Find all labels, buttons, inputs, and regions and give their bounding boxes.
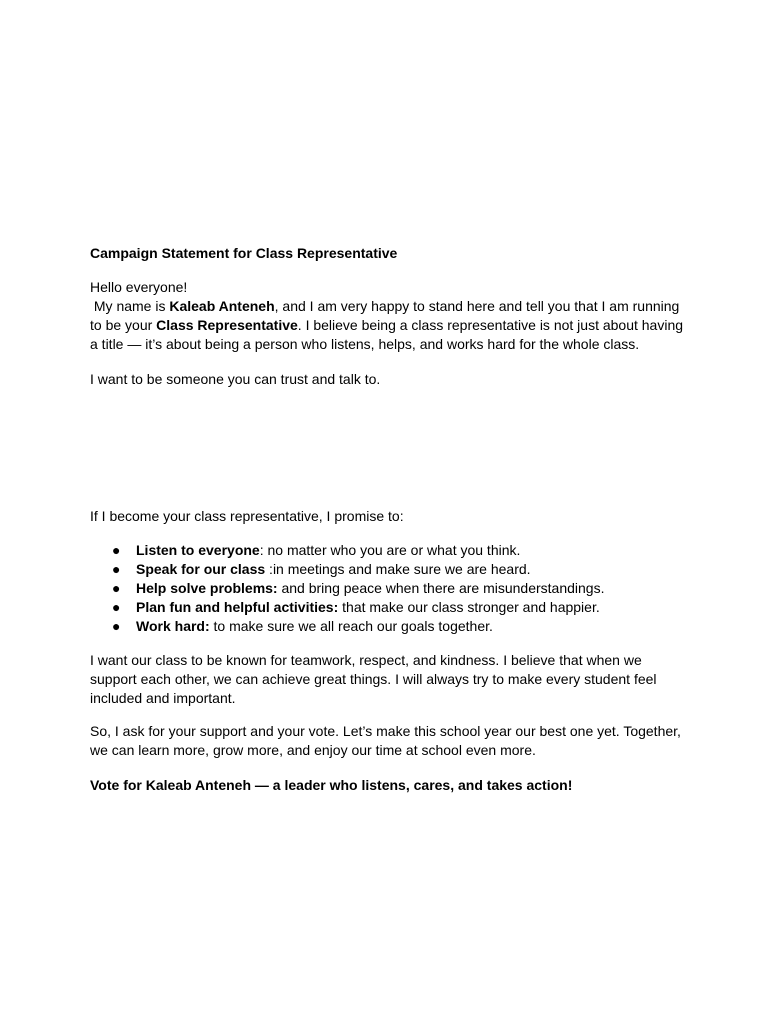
promise-text: : no matter who you are or what you think. (259, 542, 521, 558)
intro-rest: . I believe being a class representative is not just about having a title — it’s about being a person who listens, helps, and works hard for the whole class. (90, 317, 684, 352)
intro-paragraph (90, 297, 690, 354)
promise-text: that make our class stronger and happier. (338, 599, 600, 615)
promise-bold: Plan fun and helpful activities: (136, 599, 339, 615)
bullet-icon: ● (112, 542, 121, 558)
intro-mid: , and I am very happy to stand here and tell you that I am running to be your (90, 298, 680, 333)
intro-section (90, 278, 690, 354)
promise-list (90, 541, 710, 636)
promise-bold: Speak for our class (136, 561, 266, 577)
document-title: Campaign Statement for Class Representative (90, 245, 398, 261)
promise-text: to make sure we all reach our goals together. (209, 618, 493, 634)
promise-bold: Help solve problems: (136, 580, 278, 596)
closing-line: Vote for Kaleab Anteneh — a leader who listens, cares, and takes action! (90, 777, 573, 793)
intro-lead: My name is (90, 298, 170, 314)
promise-bold: Work hard: (136, 618, 210, 634)
bullet-icon: ● (112, 599, 121, 615)
bullet-icon: ● (112, 618, 121, 634)
support-paragraph: So, I ask for your support and your vote. Let’s make this school year our best one yet. Together, we can learn more, grow more, and enjoy our time at school even more. (90, 723, 681, 758)
list-item (90, 598, 710, 617)
list-item (90, 560, 710, 579)
bullet-icon: ● (112, 561, 121, 577)
promise-bold: Listen to everyone (136, 542, 260, 558)
promise-text: :in meetings and make sure we are heard. (265, 561, 531, 577)
greeting: Hello everyone! (90, 279, 188, 295)
values-paragraph: I want our class to be known for teamwork, respect, and kindness. I believe that when we support each other, we can achieve great things. I will always try to make every student feel included and important. (90, 652, 657, 706)
bullet-icon: ● (112, 580, 121, 596)
list-item (90, 579, 710, 598)
list-item (90, 617, 710, 636)
trust-paragraph: I want to be someone you can trust and talk to. (90, 371, 381, 387)
promise-text: and bring peace when there are misunderstandings. (277, 580, 605, 596)
promise-intro: If I become your class representative, I promise to: (90, 508, 404, 524)
role-name: Class Representative (156, 317, 298, 333)
candidate-name: Kaleab Anteneh (169, 298, 275, 314)
list-item (90, 541, 710, 560)
